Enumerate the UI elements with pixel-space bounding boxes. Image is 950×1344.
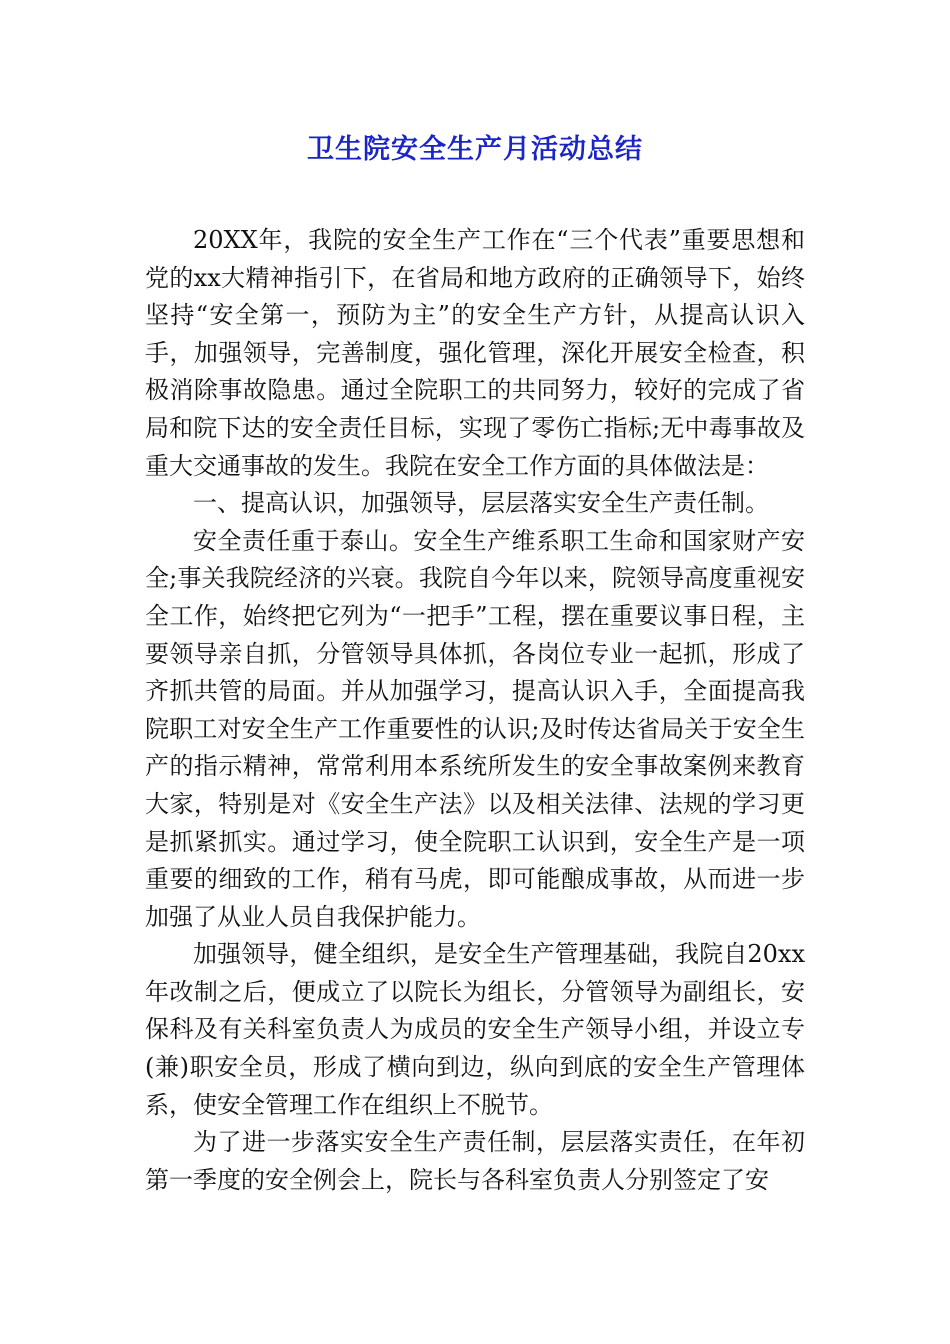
section-heading-1: 一、提高认识，加强领导，层层落实安全生产责任制。 <box>193 489 769 518</box>
document-title: 卫生院安全生产月活动总结 <box>307 134 643 165</box>
paragraph-responsibility: 安全责任重于泰山。安全生产维系职工生命和国家财产安全;事关我院经济的兴衰。我院自今年以来，院领导高度重视安全工作，始终把它列为“一把手”工程，摆在重要议事日程，主要领导亲自抓，分管领导具体抓，各岗位专业一起抓，形成了齐抓共管的局面。并从加强学习，提高认识入手，全面提高我院职工对安全生产工作重要性的认识;及时传达省局关于安全生产的指示精神，常常利用本系统所发生的安全事故案例来教育大家，特别是对《安全生产法》以及相关法律、法规的学习更是抓紧抓实。通过学习，使全院职工认识到，安全生产是一项重要的细致的工作，稍有马虎，即可能酿成事故，从而进一步加强了从业人员自我保护能力。 <box>145 526 805 931</box>
document-body <box>145 222 805 1199</box>
paragraph-intro: 20XX年，我院的安全生产工作在“三个代表”重要思想和党的xx大精神指引下，在省局和地方政府的正确领导下，始终坚持“安全第一，预防为主”的安全生产方针，从提高认识入手，加强领导，完善制度，强化管理，深化开展安全检查，积极消除事故隐患。通过全院职工的共同努力，较好的完成了省局和院下达的安全责任目标，实现了零伤亡指标;无中毒事故及重大交通事故的发生。我院在安全工作方面的具体做法是： <box>145 226 805 480</box>
paragraph-organization: 加强领导，健全组织，是安全生产管理基础，我院自20xx年改制之后，便成立了以院长为组长，分管领导为副组长，安保科及有关科室负责人为成员的安全生产领导小组，并设立专(兼)职安全员，形成了横向到边，纵向到底的安全生产管理体系，使安全管理工作在组织上不脱节。 <box>145 940 805 1119</box>
paragraph-implementation: 为了进一步落实安全生产责任制，层层落实责任，在年初第一季度的安全例会上，院长与各科室负责人分别签定了安 <box>145 1128 805 1194</box>
